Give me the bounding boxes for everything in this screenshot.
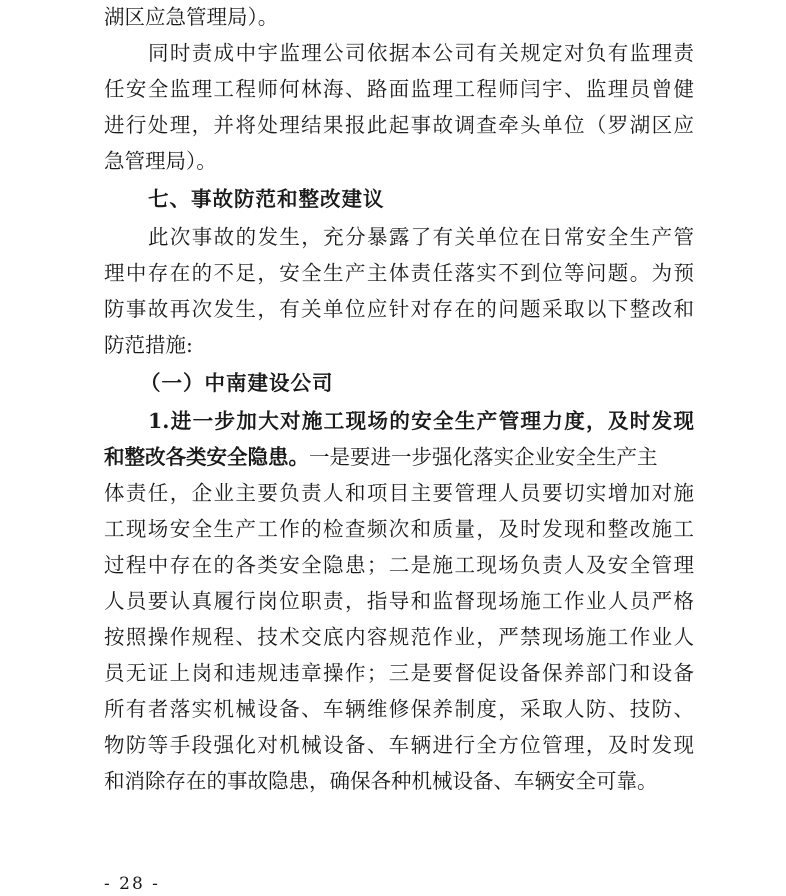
- paragraph-line: 所有者落实机械设备、车辆维修保养制度，采取人防、技防、: [104, 697, 694, 721]
- paragraph-line: 同时责成中宇监理公司依据本公司有关规定对负有监理责: [148, 41, 694, 65]
- paragraph-line: 防事故再次发生，有关单位应针对存在的问题采取以下整改和: [104, 297, 694, 321]
- section-heading: 七、事故防范和整改建议: [148, 187, 385, 211]
- paragraph-line: 湖区应急管理局）。: [104, 5, 279, 29]
- subsection-heading: （一）中南建设公司: [140, 371, 334, 395]
- item-heading: 1.进一步加大对施工现场的安全生产管理力度，及时发现: [148, 409, 694, 433]
- paragraph-line: 急管理局）。: [104, 149, 217, 173]
- paragraph-line: 此次事故的发生，充分暴露了有关单位在日常安全生产管: [148, 225, 694, 249]
- paragraph-line: 体责任，企业主要负责人和项目主要管理人员要切实增加对施: [104, 481, 694, 505]
- paragraph-line: 员无证上岗和违规违章操作；三是要督促设备保养部门和设备: [104, 661, 694, 685]
- paragraph-line: 防范措施:: [104, 333, 193, 357]
- paragraph-text: 一是要进一步强化落实企业安全生产主: [309, 445, 658, 469]
- paragraph-line-mixed: [104, 442, 694, 472]
- paragraph-line: 物防等手段强化对机械设备、车辆进行全方位管理，及时发现: [104, 733, 694, 757]
- paragraph-line: 人员要认真履行岗位职责，指导和监督现场施工作业人员严格: [104, 589, 694, 613]
- item-heading-continuation: 和整改各类安全隐患。: [104, 445, 309, 469]
- page-number: - 28 -: [104, 874, 160, 894]
- paragraph-line: 按照操作规程、技术交底内容规范作业，严禁现场施工作业人: [104, 625, 694, 649]
- paragraph-line: 和消除存在的事故隐患，确保各种机械设备、车辆安全可靠。: [104, 769, 658, 793]
- paragraph-line: 理中存在的不足，安全生产主体责任落实不到位等问题。为预: [104, 261, 694, 285]
- paragraph-line: 进行处理，并将处理结果报此起事故调查牵头单位（罗湖区应: [104, 113, 694, 137]
- paragraph-line: 过程中存在的各类安全隐患；二是施工现场负责人及安全管理: [104, 553, 694, 577]
- paragraph-line: 工现场安全生产工作的检查频次和质量，及时发现和整改施工: [104, 517, 694, 541]
- paragraph-line: 任安全监理工程师何林海、路面监理工程师闫宇、监理员曾健: [104, 77, 694, 101]
